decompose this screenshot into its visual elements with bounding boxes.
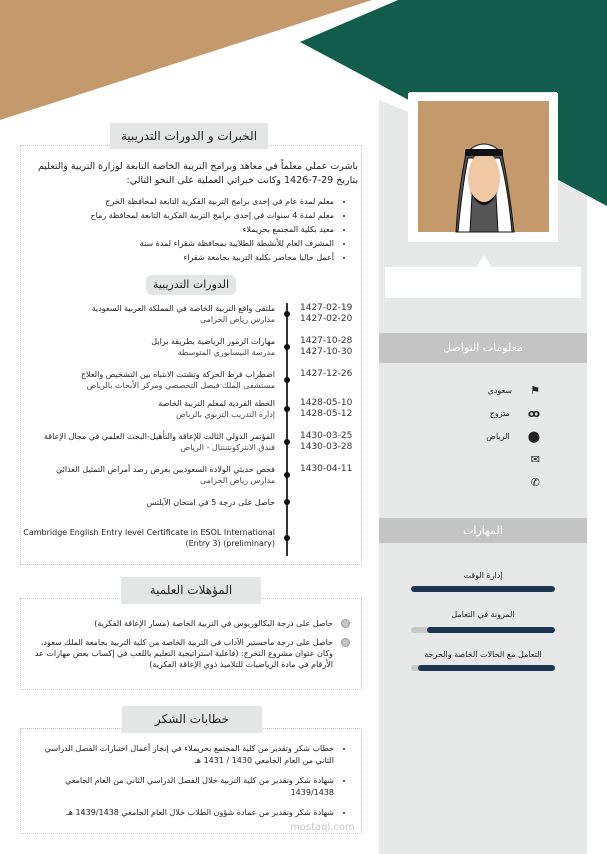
photo-frame: [408, 93, 558, 242]
course-text: [15, 497, 275, 508]
courses-title: الدورات التدريبية: [146, 275, 236, 295]
rings-icon: ꝏ: [527, 407, 540, 420]
timeline-line: [286, 303, 288, 556]
contact-email[interactable]: [430, 453, 540, 466]
list-item: [28, 637, 350, 670]
skill-bar-fill: [418, 665, 555, 671]
nationality-text: سعودي: [487, 386, 513, 395]
course-place: فندق الانتركونتننتال - الرياض: [180, 443, 275, 452]
course-text: [15, 464, 275, 486]
course-title: فحص حديثي الولادة السعوديين بغرض رصد أمراض التمثيل الغذائي: [55, 465, 275, 474]
list-item: • أعمل حاليا محاضر بكلية التربية بجامعة شقراء: [28, 251, 334, 265]
list-item: • المشرف العام للأنشطة الطلابية بمحافظة شقراء لمدة سنة: [28, 237, 334, 251]
skill-bar-fill: [427, 627, 555, 633]
timeline-dot: [284, 344, 290, 350]
course-place: إدارة التدريب التربوي بالرياض: [176, 410, 275, 419]
circle-bullet-icon: [341, 619, 350, 628]
timeline-dot: [284, 472, 290, 478]
skill-bar: [411, 665, 555, 671]
course-title: المؤتمر الدولي الثالث للإعاقة والتأهيل-البحث العلمي في مجال الإعاقة: [43, 432, 275, 441]
course-date-start: 1427-12-26: [300, 369, 353, 379]
course-place: مدرسة النيسابوري المتوسطة: [177, 348, 275, 357]
marital-text: متزوج: [489, 409, 510, 418]
course-date-start: 1428-05-10: [300, 398, 353, 408]
list-item: [28, 618, 350, 629]
skill-label: التعامل مع الحالات الخاصة والحرجة: [424, 650, 542, 659]
course-place: مدارس رياض الخزامى: [199, 315, 275, 324]
course-text: [15, 527, 275, 549]
list-item: • خطاب شكر وتقدير من كلية المجتمع بحريملاء في إنجاز أعمال اختبارات الفصل الدراسي الثاني من العام الجامعي 1430 / 1431 هـ: [28, 743, 334, 767]
phone-icon: ✆: [530, 476, 540, 489]
course-title: اضطراب فرط الحركة وتشتت الانتباه بين التشخيص والعلاج: [80, 370, 275, 379]
course-place: مدارس رياض الخزامى: [199, 476, 275, 485]
course-text: [15, 398, 275, 420]
course-date-end: 1427-10-30: [300, 347, 353, 357]
thanks-title: خطابات الشكر: [122, 706, 262, 733]
list-item: • شهادة شكر وتقدير من عمادة شؤون الطلاب خلال العام الجامعي 1439/1438 هـ: [28, 807, 334, 819]
course-text: [15, 369, 275, 391]
avatar: [408, 93, 558, 242]
course-date-start: 1427-10-28: [300, 336, 353, 346]
course-date-end: 1430-03-28: [300, 442, 353, 452]
list-item: • معلم لمدة عام في إحدى برامج التربية الفكرية التابعة لمحافظة الخرج: [28, 195, 334, 209]
timeline-dot: [284, 406, 290, 412]
skills-header: المهارات: [379, 518, 587, 543]
course-dates: [300, 464, 352, 475]
course-dates: [300, 369, 352, 380]
course-date-end: 1427-02-20: [300, 314, 353, 324]
timeline-dot: [284, 535, 290, 541]
experience-intro: باشرت عملي معلماً في معاهد وبرامج التربية الخاصة التابعة لوزارة التربية والتعليم بتاريخ 29-7-1426 وكانت خبراتي العملية على النحو التالي:: [37, 161, 358, 186]
list-item: • معيد بكلية المجتمع بحريملاء: [28, 223, 334, 237]
skill-bar: [411, 627, 555, 633]
flag-icon: ⚑: [530, 384, 540, 397]
list-item: • شهادة شكر وتقدير من كلية التربية خلال الفصل الدراسي الثاني من العام الجامعي 1439/1438: [28, 775, 334, 799]
list-item: • معلم لمدة 4 سنوات في إحدى برامج التربية الفكرية التابعة لمحافظة رماح: [28, 209, 334, 223]
timeline-dot: [284, 439, 290, 445]
course-dates: [300, 303, 352, 325]
contact-nationality: [430, 384, 540, 397]
experience-list: [28, 195, 358, 265]
course-title: ملتقى واقع التربية الخاصة في المملكة العربية السعودية: [91, 304, 275, 313]
course-title: حاصل على درجة 5 في امتحان الآيلتس: [146, 498, 275, 507]
course-date-end: 1428-05-12: [300, 409, 353, 419]
course-place: مستشفى الملك فيصل التخصصي ومركز الأبحاث بالرياض: [86, 381, 275, 390]
course-dates: [300, 431, 352, 453]
qualifications-list: [28, 618, 350, 678]
course-date-start: 1430-03-25: [300, 431, 353, 441]
course-title: Cambridge English Entry level Certificate in ESOL International (Entry 3) (preliminary): [23, 528, 275, 548]
course-date-start: 1430-04-11: [300, 464, 353, 474]
timeline-dot: [284, 311, 290, 317]
watermark: mostaql.com: [290, 822, 355, 833]
course-date-start: 1427-02-19: [300, 303, 353, 313]
thanks-list: [28, 743, 358, 819]
contact-city: [430, 430, 540, 443]
tan-triangle: [0, 0, 372, 120]
skill-bar-fill: [411, 586, 555, 592]
contact-phone[interactable]: [430, 476, 540, 489]
contact-header: معلومات التواصل: [379, 333, 587, 363]
course-text: [15, 336, 275, 358]
course-dates: [300, 398, 352, 420]
course-title: الخطة الفردية لمعلم التربية الخاصة: [158, 399, 275, 408]
qualification-text: حاصل على درجة ماجستير الآداب في التربية الخاصة من كلية التربية بجامعة الملك سعود، وكان عنوان مشروع التخرج: (فاعلية استراتيجية التعليم باللعب في إكساب بعض مهارات عد الأرقام في مادة الرياضيات للتلاميذ ذوي الإعاقة الفكرية): [34, 638, 333, 669]
course-title: مهارات الرموز الرياضية بطريقة برايل: [151, 337, 275, 346]
contact-marital: [430, 407, 540, 420]
skill-bar: [411, 586, 555, 592]
envelope-icon: ✉: [530, 453, 540, 466]
city-text: الرياض: [486, 432, 510, 441]
course-text: [15, 303, 275, 325]
course-dates: [300, 336, 352, 358]
name-box: [385, 267, 581, 298]
skill-label: المرونة في التعامل: [451, 610, 515, 619]
qualification-text: حاصل على درجة البكالوريوس في التربية الخاصة (مسار الإعاقة الفكرية): [94, 619, 333, 628]
timeline-dot: [284, 377, 290, 383]
circle-bullet-icon: [341, 638, 350, 647]
location-pin-icon: ⬤: [527, 430, 540, 443]
experience-title: الخبرات و الدورات التدريبية: [110, 123, 268, 149]
course-text: [15, 431, 275, 453]
timeline-dot: [284, 499, 290, 505]
skill-label: إدارة الوقت: [463, 571, 503, 580]
qualifications-title: المؤهلات العلمية: [121, 577, 261, 604]
